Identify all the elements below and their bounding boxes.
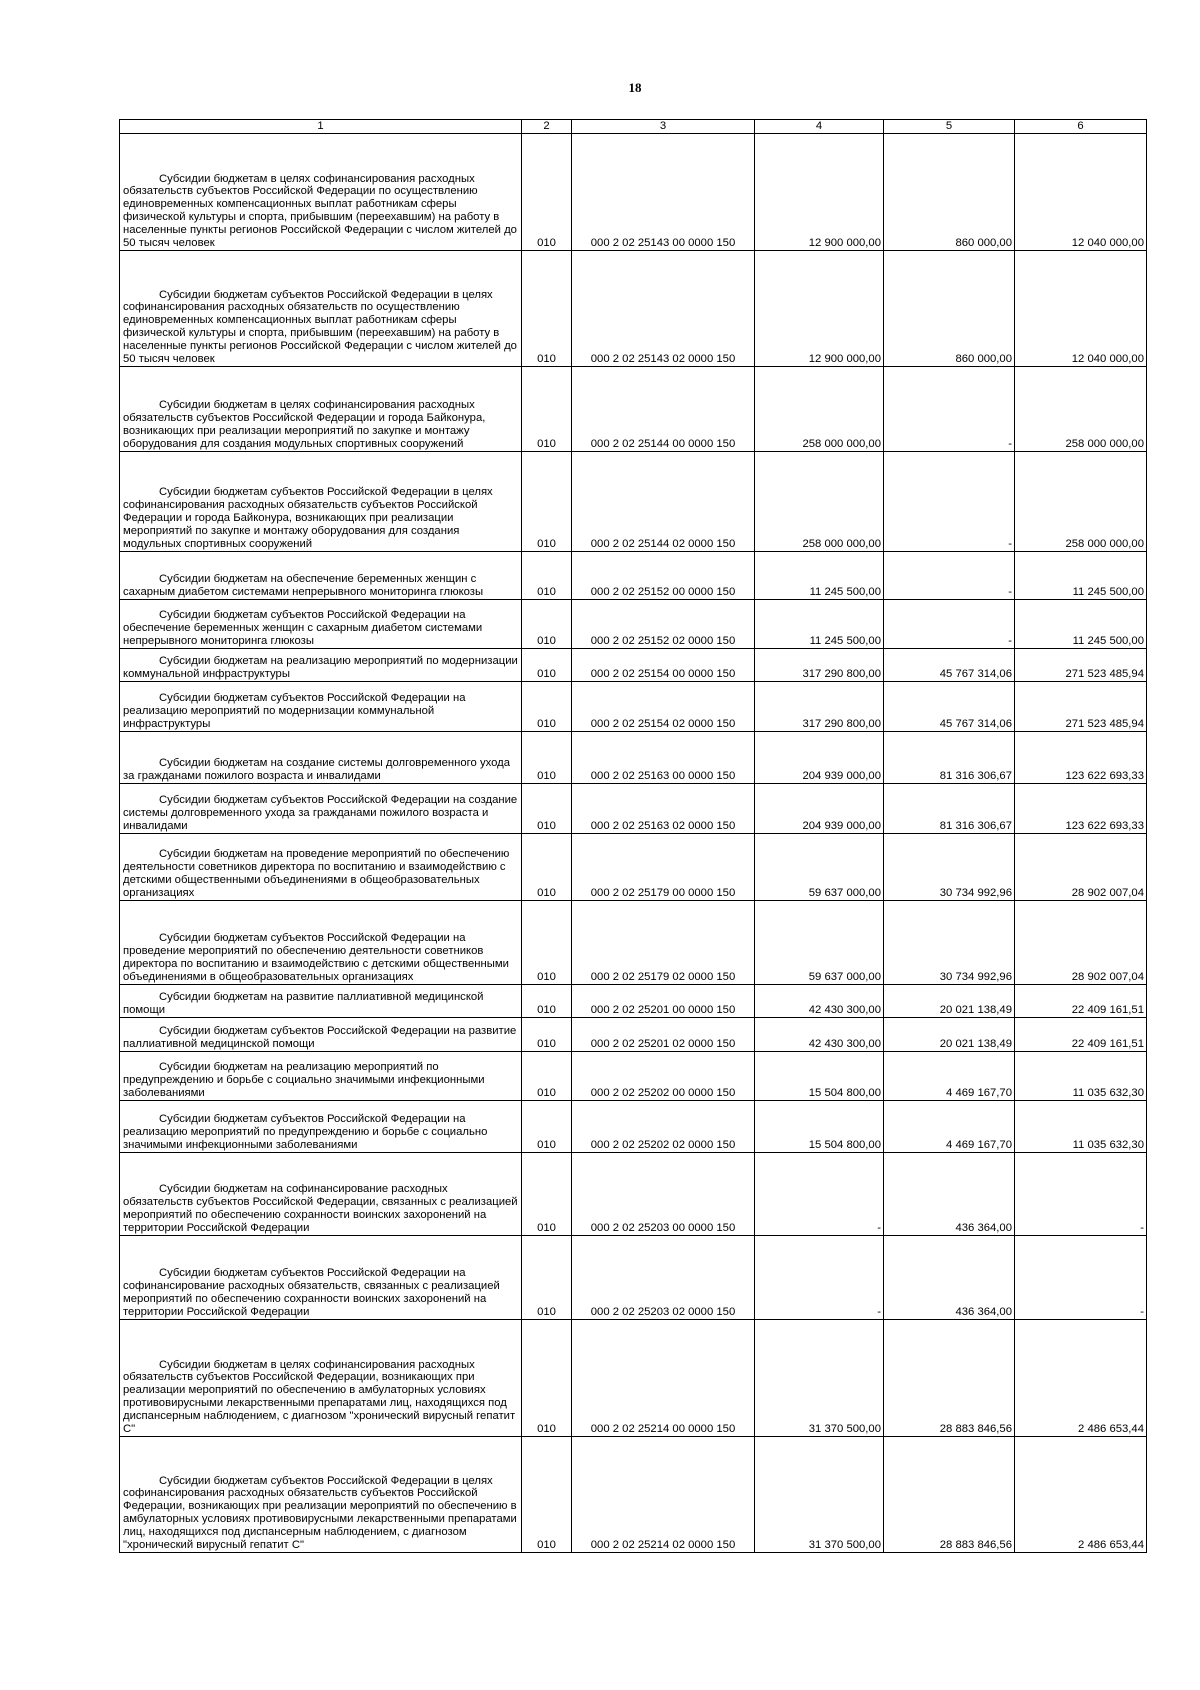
table-row (120, 600, 1147, 649)
row-col6: 271 523 485,94 (1015, 682, 1147, 732)
row-col4: 12 900 000,00 (755, 134, 884, 251)
row-code: 010 (522, 1153, 572, 1236)
table-row (120, 452, 1147, 552)
row-col6: 2 486 653,44 (1015, 1320, 1147, 1437)
row-code: 010 (522, 1101, 572, 1153)
row-code: 010 (522, 682, 572, 732)
row-col5: 28 883 846,56 (884, 1320, 1015, 1437)
row-code: 010 (522, 834, 572, 901)
row-code: 010 (522, 552, 572, 600)
column-number-row (120, 120, 1147, 134)
row-col4: - (755, 1236, 884, 1320)
row-col6: 2 486 653,44 (1015, 1437, 1147, 1553)
row-col6: 123 622 693,33 (1015, 732, 1147, 784)
row-col6: 11 035 632,30 (1015, 1052, 1147, 1101)
row-name: Субсидии бюджетам на проведение мероприятий по обеспечению деятельности советников директора по воспитанию и взаимодействию с детскими общественными объединениями в общеобразовательных организациях (120, 834, 522, 901)
table-body (120, 134, 1147, 1553)
row-name: Субсидии бюджетам субъектов Российской Федерации на реализацию мероприятий по предупреждению и борьбе с социально значимыми инфекционными заболеваниями (120, 1101, 522, 1153)
page-number: 18 (628, 80, 642, 95)
row-col6: 271 523 485,94 (1015, 649, 1147, 682)
row-kbk: 000 2 02 25202 02 0000 150 (572, 1101, 755, 1153)
row-kbk: 000 2 02 25179 00 0000 150 (572, 834, 755, 901)
row-code: 010 (522, 649, 572, 682)
row-col6: 12 040 000,00 (1015, 251, 1147, 367)
row-kbk: 000 2 02 25163 00 0000 150 (572, 732, 755, 784)
row-kbk: 000 2 02 25201 02 0000 150 (572, 1018, 755, 1052)
row-col4: 258 000 000,00 (755, 452, 884, 552)
row-name: Субсидии бюджетам в целях софинансирования расходных обязательств субъектов Российской Федерации по осуществлению единовременных компенсационных выплат работникам сферы физической культуры и спорта, прибывшим (переехавшим) на работу в населенные пункты регионов Российской Федерации с числом жителей до 50 тысяч человек (120, 134, 522, 251)
table-row (120, 985, 1147, 1018)
row-kbk: 000 2 02 25143 00 0000 150 (572, 134, 755, 251)
row-col6: - (1015, 1236, 1147, 1320)
row-name: Субсидии бюджетам на создание системы долговременного ухода за гражданами пожилого возраста и инвалидами (120, 732, 522, 784)
row-col6: 11 245 500,00 (1015, 552, 1147, 600)
row-name: Субсидии бюджетам субъектов Российской Федерации на обеспечение беременных женщин с сахарным диабетом системами непрерывного мониторинга глюкозы (120, 600, 522, 649)
row-col4: 11 245 500,00 (755, 552, 884, 600)
row-col5: 436 364,00 (884, 1236, 1015, 1320)
row-name: Субсидии бюджетам субъектов Российской Федерации на реализацию мероприятий по модернизации коммунальной инфраструктуры (120, 682, 522, 732)
table-row (120, 1437, 1147, 1553)
row-kbk: 000 2 02 25144 00 0000 150 (572, 367, 755, 452)
row-kbk: 000 2 02 25144 02 0000 150 (572, 452, 755, 552)
row-code: 010 (522, 600, 572, 649)
row-name: Субсидии бюджетам субъектов Российской Федерации в целях софинансирования расходных обязательств по осуществлению единовременных компенсационных выплат работникам сферы физической культуры и спорта, прибывшим (переехавшим) на работу в населенные пункты регионов Российской Федерации с числом жителей до 50 тысяч человек (120, 251, 522, 367)
subsidies-table (119, 119, 1147, 1553)
row-col4: 15 504 800,00 (755, 1101, 884, 1153)
row-col6: 11 245 500,00 (1015, 600, 1147, 649)
column-header-1: 1 (120, 120, 522, 134)
row-name: Субсидии бюджетам субъектов Российской Федерации на софинансирование расходных обязательств, связанных с реализацией мероприятий по обеспечению сохранности воинских захоронений на территории Российской Федерации (120, 1236, 522, 1320)
table-row (120, 1153, 1147, 1236)
row-col5: 81 316 306,67 (884, 732, 1015, 784)
row-col6: 12 040 000,00 (1015, 134, 1147, 251)
row-code: 010 (522, 901, 572, 985)
row-col5: 45 767 314,06 (884, 682, 1015, 732)
row-col5: 4 469 167,70 (884, 1052, 1015, 1101)
table-row (120, 1236, 1147, 1320)
table-row (120, 732, 1147, 784)
row-col6: 22 409 161,51 (1015, 1018, 1147, 1052)
row-col6: 22 409 161,51 (1015, 985, 1147, 1018)
row-code: 010 (522, 1320, 572, 1437)
table-row (120, 1101, 1147, 1153)
row-name: Субсидии бюджетам в целях софинансирования расходных обязательств субъектов Российской Федерации и города Байконура, возникающих при реализации мероприятий по закупке и монтажу оборудования для создания модульных спортивных сооружений (120, 367, 522, 452)
column-header-3: 3 (572, 120, 755, 134)
row-col4: 42 430 300,00 (755, 985, 884, 1018)
row-col4: 317 290 800,00 (755, 649, 884, 682)
row-kbk: 000 2 02 25154 00 0000 150 (572, 649, 755, 682)
row-name: Субсидии бюджетам субъектов Российской Федерации на проведение мероприятий по обеспечению деятельности советников директора по воспитанию и взаимодействию с детскими общественными объединениями в общеобразовательных организациях (120, 901, 522, 985)
table-row (120, 834, 1147, 901)
row-kbk: 000 2 02 25202 00 0000 150 (572, 1052, 755, 1101)
row-col5: - (884, 600, 1015, 649)
row-code: 010 (522, 1052, 572, 1101)
row-name: Субсидии бюджетам на реализацию мероприятий по предупреждению и борьбе с социально значимыми инфекционными заболеваниями (120, 1052, 522, 1101)
row-col5: 860 000,00 (884, 251, 1015, 367)
row-col5: 28 883 846,56 (884, 1437, 1015, 1553)
table-row (120, 251, 1147, 367)
row-code: 010 (522, 1018, 572, 1052)
row-code: 010 (522, 1437, 572, 1553)
row-kbk: 000 2 02 25201 00 0000 150 (572, 985, 755, 1018)
row-col5: 20 021 138,49 (884, 1018, 1015, 1052)
row-col6: 258 000 000,00 (1015, 367, 1147, 452)
row-col6: 123 622 693,33 (1015, 784, 1147, 834)
row-name: Субсидии бюджетам на обеспечение беременных женщин с сахарным диабетом системами непрерывного мониторинга глюкозы (120, 552, 522, 600)
row-col5: 30 734 992,96 (884, 834, 1015, 901)
row-kbk: 000 2 02 25214 02 0000 150 (572, 1437, 755, 1553)
row-col5: 4 469 167,70 (884, 1101, 1015, 1153)
table-row (120, 367, 1147, 452)
row-col5: - (884, 452, 1015, 552)
row-col4: 31 370 500,00 (755, 1437, 884, 1553)
row-kbk: 000 2 02 25152 00 0000 150 (572, 552, 755, 600)
row-kbk: 000 2 02 25214 00 0000 150 (572, 1320, 755, 1437)
table-row (120, 134, 1147, 251)
row-col4: 31 370 500,00 (755, 1320, 884, 1437)
table-row (120, 682, 1147, 732)
table-row (120, 649, 1147, 682)
row-kbk: 000 2 02 25143 02 0000 150 (572, 251, 755, 367)
table-row (120, 552, 1147, 600)
row-col4: 42 430 300,00 (755, 1018, 884, 1052)
row-col5: 860 000,00 (884, 134, 1015, 251)
row-kbk: 000 2 02 25179 02 0000 150 (572, 901, 755, 985)
row-code: 010 (522, 784, 572, 834)
row-name: Субсидии бюджетам на развитие паллиативной медицинской помощи (120, 985, 522, 1018)
row-col5: 20 021 138,49 (884, 985, 1015, 1018)
row-col4: - (755, 1153, 884, 1236)
row-col6: 28 902 007,04 (1015, 901, 1147, 985)
row-col4: 317 290 800,00 (755, 682, 884, 732)
column-header-6: 6 (1015, 120, 1147, 134)
row-col5: 30 734 992,96 (884, 901, 1015, 985)
row-col6: 11 035 632,30 (1015, 1101, 1147, 1153)
row-col4: 204 939 000,00 (755, 784, 884, 834)
row-col5: 45 767 314,06 (884, 649, 1015, 682)
table-row (120, 901, 1147, 985)
table-row (120, 1052, 1147, 1101)
column-header-5: 5 (884, 120, 1015, 134)
row-code: 010 (522, 732, 572, 784)
row-col4: 59 637 000,00 (755, 834, 884, 901)
row-col4: 258 000 000,00 (755, 367, 884, 452)
row-kbk: 000 2 02 25154 02 0000 150 (572, 682, 755, 732)
row-kbk: 000 2 02 25203 00 0000 150 (572, 1153, 755, 1236)
row-col5: 81 316 306,67 (884, 784, 1015, 834)
row-name: Субсидии бюджетам на софинансирование расходных обязательств субъектов Российской Федерации, связанных с реализацией мероприятий по обеспечению сохранности воинских захоронений на территории Российской Федерации (120, 1153, 522, 1236)
row-col5: 436 364,00 (884, 1153, 1015, 1236)
row-code: 010 (522, 134, 572, 251)
row-code: 010 (522, 251, 572, 367)
row-name: Субсидии бюджетам на реализацию мероприятий по модернизации коммунальной инфраструктуры (120, 649, 522, 682)
table-row (120, 784, 1147, 834)
column-header-2: 2 (522, 120, 572, 134)
row-col6: 28 902 007,04 (1015, 834, 1147, 901)
row-code: 010 (522, 1236, 572, 1320)
row-code: 010 (522, 985, 572, 1018)
table-row (120, 1018, 1147, 1052)
row-col4: 59 637 000,00 (755, 901, 884, 985)
table-row (120, 1320, 1147, 1437)
row-kbk: 000 2 02 25163 02 0000 150 (572, 784, 755, 834)
row-col6: - (1015, 1153, 1147, 1236)
row-kbk: 000 2 02 25152 02 0000 150 (572, 600, 755, 649)
row-name: Субсидии бюджетам субъектов Российской Федерации на создание системы долговременного ухода за гражданами пожилого возраста и инвалидами (120, 784, 522, 834)
row-kbk: 000 2 02 25203 02 0000 150 (572, 1236, 755, 1320)
row-col4: 204 939 000,00 (755, 732, 884, 784)
row-col4: 11 245 500,00 (755, 600, 884, 649)
column-header-4: 4 (755, 120, 884, 134)
row-col6: 258 000 000,00 (1015, 452, 1147, 552)
row-code: 010 (522, 367, 572, 452)
row-name: Субсидии бюджетам субъектов Российской Федерации в целях софинансирования расходных обязательств субъектов Российской Федерации, возникающих при реализации мероприятий по обеспечению в амбулаторных условиях противовирусными лекарственными препаратами лиц, находящихся под диспансерным наблюдением, с диагнозом "хронический вирусный гепатит С" (120, 1437, 522, 1553)
row-col5: - (884, 367, 1015, 452)
row-col4: 15 504 800,00 (755, 1052, 884, 1101)
row-code: 010 (522, 452, 572, 552)
row-col5: - (884, 552, 1015, 600)
row-name: Субсидии бюджетам в целях софинансирования расходных обязательств субъектов Российской Федерации, возникающих при реализации мероприятий по обеспечению в амбулаторных условиях противовирусными лекарственными препаратами лиц, находящихся под диспансерным наблюдением, с диагнозом "хронический вирусный гепатит С" (120, 1320, 522, 1437)
row-name: Субсидии бюджетам субъектов Российской Федерации на развитие паллиативной медицинской помощи (120, 1018, 522, 1052)
row-col4: 12 900 000,00 (755, 251, 884, 367)
row-name: Субсидии бюджетам субъектов Российской Федерации в целях софинансирования расходных обязательств субъектов Российской Федерации и города Байконура, возникающих при реализации мероприятий по закупке и монтажу оборудования для создания модульных спортивных сооружений (120, 452, 522, 552)
